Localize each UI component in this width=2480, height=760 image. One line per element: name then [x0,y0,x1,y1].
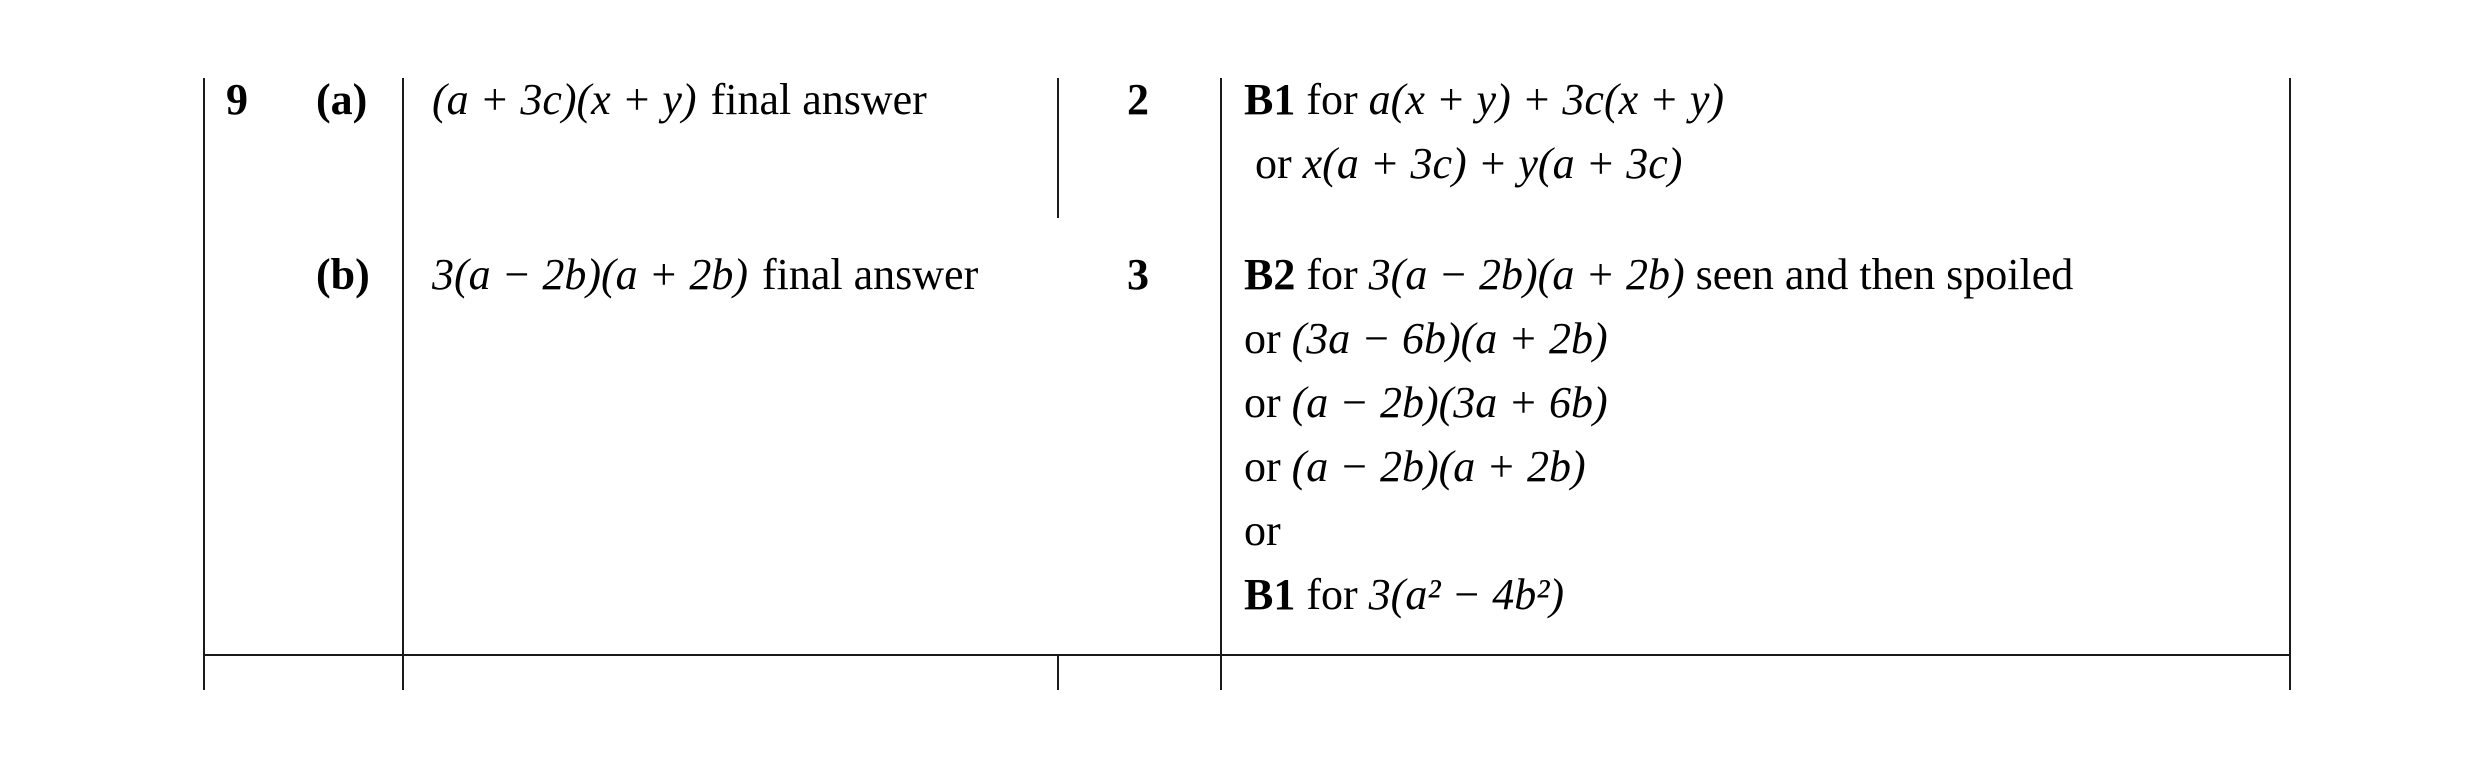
mark-a: 2 [1127,75,1149,124]
part-label-b: (b) [316,250,370,299]
notes-b [1244,243,2073,627]
mark-code: B1 [1244,75,1296,124]
column-divider-part [402,78,404,690]
note-line [1244,307,2073,371]
answer-a-suffix: final answer [710,75,927,124]
note-expression: (a − 2b)(3a + 6b) [1291,378,1608,427]
column-divider-answer [1057,78,1059,218]
note-connector: or [1244,378,1281,427]
table-border-left [203,78,205,690]
note-connector: or [1244,314,1281,363]
mark-b: 3 [1127,250,1149,299]
answer-b-expression: 3(a − 2b)(a + 2b) [432,250,748,299]
mark-code: B2 [1244,250,1296,299]
note-expression: 3(a² − 4b²) [1368,570,1565,619]
answer-a-expression: (a + 3c)(x + y) [432,75,697,124]
note-connector: or [1255,139,1292,188]
answer-a [432,68,927,132]
note-expression: (3a − 6b)(a + 2b) [1291,314,1608,363]
note-line [1244,435,2073,499]
notes-a [1244,68,1724,196]
part-label-a: (a) [316,75,368,124]
mark-code: B1 [1244,570,1296,619]
note-expression: (a − 2b)(a + 2b) [1291,442,1586,491]
note-line [1244,371,2073,435]
note-line [1244,499,2073,563]
answer-b-suffix: final answer [762,250,979,299]
note-expression: 3(a − 2b)(a + 2b) [1368,250,1685,299]
question-number: 9 [226,75,248,124]
row-bottom-rule [203,654,2291,656]
note-suffix: seen and then spoiled [1695,250,2074,299]
note-line [1244,243,2073,307]
note-line [1244,563,2073,627]
column-divider-mark [1220,78,1222,690]
column-divider-answer-lower [1057,656,1059,690]
note-connector: for [1306,75,1358,124]
note-connector: for [1306,570,1358,619]
note-connector: or [1244,442,1281,491]
note-line [1244,132,1724,196]
note-connector: or [1244,506,1281,555]
table-border-right [2289,78,2291,690]
note-line [1244,68,1724,132]
answer-b [432,243,978,307]
note-connector: for [1306,250,1358,299]
note-expression: x(a + 3c) + y(a + 3c) [1302,139,1683,188]
note-expression: a(x + y) + 3c(x + y) [1368,75,1725,124]
